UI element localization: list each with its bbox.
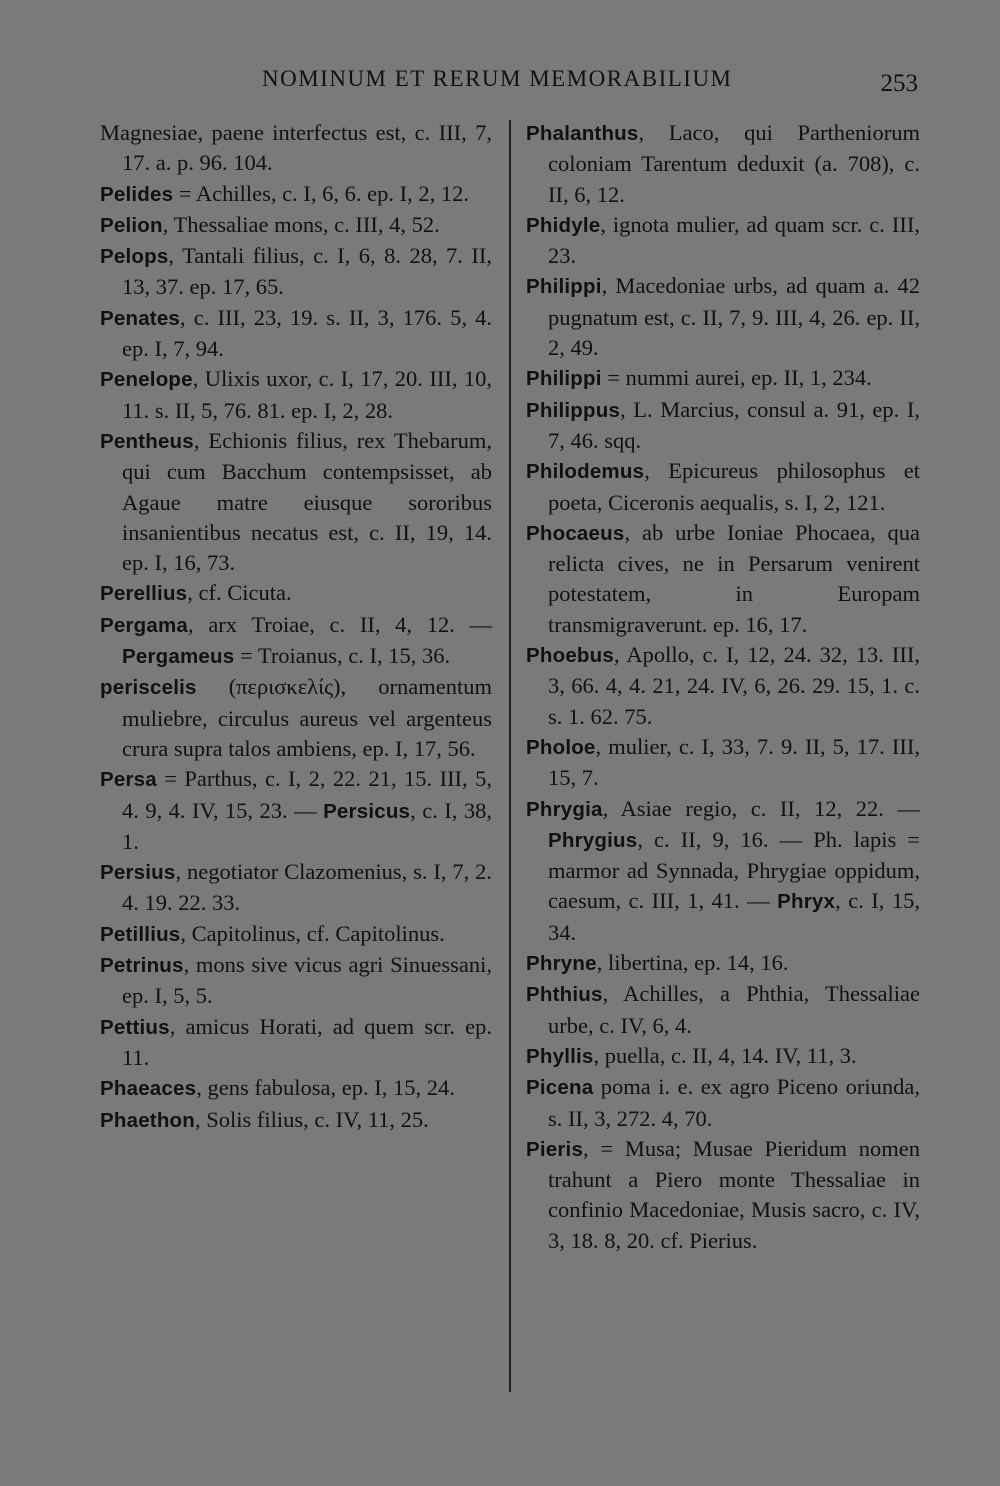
index-entry <box>100 1073 492 1104</box>
index-entry <box>526 363 920 394</box>
index-entry <box>526 948 920 979</box>
entry-headword: Phrygia <box>526 797 603 821</box>
entry-headword: periscelis <box>100 676 197 700</box>
entry-text: , mons sive vicus agri Sinuessani, ep. I, 5, 5. <box>122 952 492 1009</box>
index-entry <box>100 857 492 919</box>
entry-text: , arx Troiae, c. II, 4, 12. — <box>188 611 492 637</box>
entry-headword: Philodemus <box>526 460 645 484</box>
entry-text: , c. I, 38, 1. <box>122 797 492 854</box>
entry-text: , Macedoniae urbs, ad quam a. 42 pugnatum est, c. II, 7, 9. III, 4, 26. ep. II, 2, 49. <box>548 273 920 361</box>
index-entry <box>100 672 492 764</box>
entry-headword: Penelope <box>100 368 193 392</box>
entry-text: , negotiator Clazomenius, s. I, 7, 2. 4. 19. 22. 33. <box>122 859 492 916</box>
entry-text: , gens fabulosa, ep. I, 15, 24. <box>196 1075 455 1101</box>
index-column-right <box>526 118 920 1256</box>
index-entry <box>100 210 492 241</box>
entry-text: , cf. Cicuta. <box>187 580 292 606</box>
entry-headword: Perellius <box>100 582 188 606</box>
page-number: 253 <box>880 70 918 97</box>
entry-headword: Phocaeus <box>526 521 625 545</box>
index-entry <box>526 118 920 210</box>
entry-text: = Troianus, c. I, 15, 36. <box>234 643 451 669</box>
entry-headword: Philippi <box>526 367 602 391</box>
index-entry <box>526 640 920 732</box>
entry-text: , Ulixis uxor, c. I, 17, 20. III, 10, 11. s. II, 5, 76. 81. ep. I, 2, 28. <box>122 366 492 423</box>
index-entry <box>526 210 920 272</box>
index-entry <box>100 426 492 578</box>
entry-headword: Pergameus <box>122 645 235 669</box>
index-entry <box>526 271 920 363</box>
entry-headword: Penates <box>100 306 181 330</box>
entry-headword: Phrygius <box>548 828 638 852</box>
entry-headword: Petillius <box>100 922 181 946</box>
entry-headword: Persius <box>100 861 176 885</box>
entry-headword: Philippi <box>526 275 602 299</box>
entry-headword: Pelion <box>100 213 163 237</box>
index-entry <box>526 456 920 518</box>
entry-text: , Thessaliae mons, c. III, 4, 52. <box>162 211 440 237</box>
entry-headword: Pholoe <box>526 735 596 759</box>
entry-text: , Epicureus philosophus et poeta, Ciceronis aequalis, s. I, 2, 121. <box>548 458 920 515</box>
entry-headword: Phaeaces <box>100 1077 197 1101</box>
entry-headword: Philippus <box>526 398 621 422</box>
entry-text: = Achilles, c. I, 6, 6. ep. I, 2, 12. <box>173 180 469 206</box>
entry-headword: Phryx <box>777 890 836 914</box>
entry-text: (περισκελίς), ornamentum muliebre, circulus aureus vel argenteus crura supra talos ambiens, ep. I, 17, 56. <box>122 674 492 761</box>
entry-headword: Pettius <box>100 1015 170 1039</box>
entry-text: , c. III, 23, 19. s. II, 3, 176. 5, 4. ep. I, 7, 94. <box>122 304 492 362</box>
index-entry <box>526 732 920 794</box>
entry-text: , c. I, 15, 34. <box>548 888 920 945</box>
index-entry <box>100 950 492 1012</box>
entry-text: Magnesiae, paene interfectus est, c. III, 7, 17. a. p. 96. 104. <box>100 120 492 176</box>
entry-text: , Laco, qui Partheniorum coloniam Tarentum deduxit (a. 708), c. II, 6, 12. <box>548 120 920 207</box>
entry-text: = nummi aurei, ep. II, 1, 234. <box>601 365 872 391</box>
index-entry <box>526 1134 920 1256</box>
entry-headword: Phryne <box>526 952 597 976</box>
index-entry <box>526 1041 920 1072</box>
index-entry <box>100 1105 492 1136</box>
index-entry <box>100 610 492 673</box>
index-entry <box>526 395 920 457</box>
index-entry <box>100 303 492 365</box>
index-entry <box>100 364 492 426</box>
entry-text: , Echionis filius, rex Thebarum, qui cum Bacchum contempsisset, ab Agaue matre eiusque sororibus insanientibus necatus est, c. II, 19, 14. ep. I, 16, 73. <box>122 427 492 576</box>
index-entry <box>526 794 920 948</box>
running-header <box>0 66 1000 100</box>
entry-headword: Pelides <box>100 182 174 206</box>
column-divider <box>509 120 511 1392</box>
index-entry <box>100 919 492 950</box>
index-entry <box>100 764 492 857</box>
entry-headword: Phaethon <box>100 1108 195 1132</box>
entry-text: , Asiae regio, c. II, 12, 22. — <box>602 795 920 821</box>
entry-text: , Tantali filius, c. I, 6, 8. 28, 7. II, 13, 37. ep. 17, 65. <box>122 243 492 300</box>
index-column-left <box>100 118 492 1136</box>
entry-headword: Petrinus <box>100 954 184 978</box>
entry-headword: Pentheus <box>100 429 194 453</box>
entry-text: , puella, c. II, 4, 14. IV, 11, 3. <box>593 1042 857 1068</box>
entry-headword: Persa <box>100 768 157 792</box>
index-entry <box>100 179 492 210</box>
entry-text: , mulier, c. I, 33, 7. 9. II, 5, 17. III, 15, 7. <box>548 733 920 791</box>
running-title: NOMINUM ET RERUM MEMORABILIUM <box>262 66 733 91</box>
entry-headword: Persicus <box>323 799 411 823</box>
entry-text: , Capitolinus, cf. Capitolinus. <box>180 920 445 946</box>
index-entry <box>526 518 920 640</box>
index-entry <box>100 118 492 179</box>
entry-text: = Parthus, c. I, 2, 22. 21, 15. III, 5, 4. 9, 4. IV, 15, 23. — <box>122 766 492 823</box>
entry-headword: Pieris <box>526 1137 584 1161</box>
entry-headword: Pergama <box>100 613 189 637</box>
entry-headword: Phalanthus <box>526 122 639 145</box>
entry-headword: Phidyle <box>526 213 601 237</box>
entry-text: , = Musa; Musae Pieridum nomen trahunt a Piero monte Thessaliae in confinio Macedoniae, Musis sacro, c. IV, 3, 18. 8, 20. cf. Pierius. <box>548 1135 920 1253</box>
entry-headword: Phoebus <box>526 644 614 668</box>
index-entry <box>526 979 920 1041</box>
index-entry <box>100 578 492 609</box>
entry-headword: Phyllis <box>526 1044 594 1068</box>
entry-headword: Picena <box>526 1076 594 1100</box>
entry-text: , c. II, 9, 16. — Ph. lapis = marmor ad Synnada, Phrygiae oppidum, caesum, c. III, 1, 41. — <box>548 826 920 914</box>
entry-text: , L. Marcius, consul a. 91, ep. I, 7, 46. sqq. <box>548 396 920 453</box>
entry-text: , Apollo, c. I, 12, 24. 32, 13. III, 3, 66. 4, 4. 21, 24. IV, 6, 26. 29. 15, 1. c. s. 1. 62. 75. <box>548 642 920 729</box>
index-entry <box>100 241 492 303</box>
entry-text: , libertina, ep. 14, 16. <box>596 950 789 976</box>
index-entry <box>526 1072 920 1134</box>
entry-headword: Pelops <box>100 245 169 269</box>
entry-headword: Phthius <box>526 983 603 1007</box>
index-entry <box>100 1012 492 1074</box>
entry-text: , amicus Horati, ad quem scr. ep. 11. <box>122 1013 492 1070</box>
entry-text: , Solis filius, c. IV, 11, 25. <box>195 1106 429 1132</box>
entry-text: poma i. e. ex agro Piceno oriunda, s. II, 3, 272. 4, 70. <box>548 1074 920 1131</box>
entry-text: , ab urbe Ioniae Phocaea, qua relicta cives, ne in Persarum venirent potestatem, in Europam transmigraverunt. ep. 16, 17. <box>548 519 920 637</box>
entry-text: , ignota mulier, ad quam scr. c. III, 23. <box>548 211 920 269</box>
entry-text: , Achilles, a Phthia, Thessaliae urbe, c. IV, 6, 4. <box>548 981 920 1038</box>
